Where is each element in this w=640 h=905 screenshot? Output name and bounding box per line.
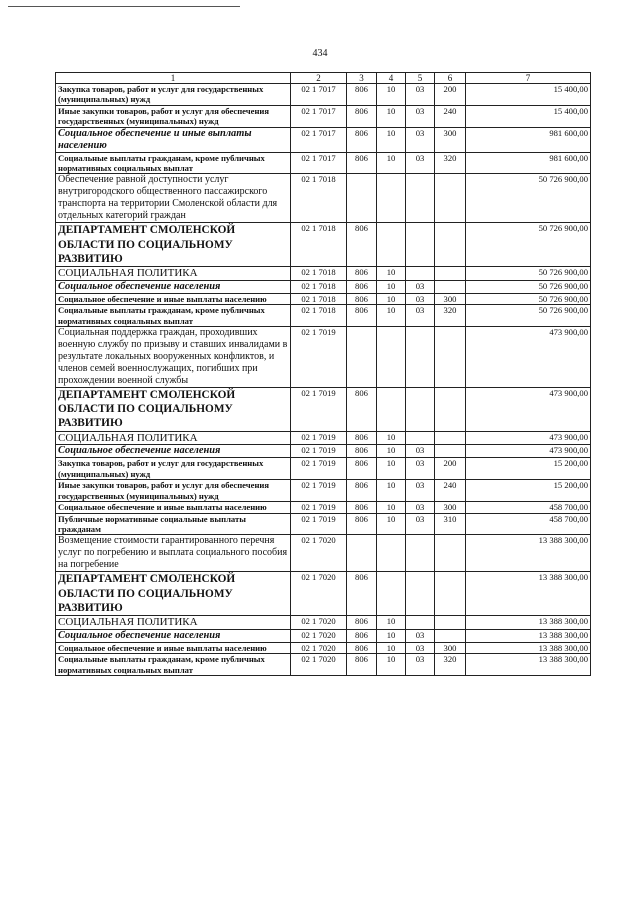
row-name-cell: СОЦИАЛЬНАЯ ПОЛИТИКА [56,615,291,629]
row-amount-cell: 473 900,00 [466,431,591,445]
row-section-cell: 10 [377,513,406,535]
row-expense-type-cell [435,431,466,445]
row-name-cell: Обеспечение равной доступности услуг внутригородского общественного пассажирского транспорта на территории Смоленской области для отдельных категорий граждан [56,174,291,223]
row-subsection-cell [406,174,435,223]
header-cell: 1 [56,73,291,84]
row-ministry-cell [347,327,377,388]
row-expense-type-cell [435,327,466,388]
row-section-cell [377,327,406,388]
table-row [56,535,591,572]
row-expense-type-cell: 240 [435,105,466,127]
table-row [56,502,591,513]
row-section-cell [377,223,406,267]
row-name-cell: Возмещение стоимости гарантированного перечня услуг по погребению и выплата социального пособия на погребение [56,535,291,572]
row-section-cell: 10 [377,127,406,152]
row-subsection-cell: 03 [406,293,435,304]
row-name-cell: Социальные выплаты гражданам, кроме публичных нормативных социальных выплат [56,305,291,327]
row-name-cell: Закупка товаров, работ и услуг для государственных (муниципальных) нужд [56,84,291,106]
row-expense-type-cell [435,267,466,281]
row-section-cell: 10 [377,458,406,480]
row-expense-type-cell [435,615,466,629]
row-expense-type-cell [435,629,466,642]
row-name-cell: Социальные выплаты гражданам, кроме публичных нормативных социальных выплат [56,152,291,174]
row-expense-type-cell: 300 [435,502,466,513]
row-ministry-cell: 806 [347,445,377,458]
row-ministry-cell: 806 [347,480,377,502]
table-row [56,445,591,458]
row-expense-type-cell [435,280,466,293]
row-name-cell: Публичные нормативные социальные выплаты гражданам [56,513,291,535]
row-amount-cell: 473 900,00 [466,445,591,458]
row-ministry-cell: 806 [347,572,377,616]
table-row [56,513,591,535]
row-amount-cell: 458 700,00 [466,502,591,513]
row-expense-type-cell: 300 [435,127,466,152]
row-section-cell: 10 [377,654,406,676]
row-name-cell: ДЕПАРТАМЕНТ СМОЛЕНСКОЙ ОБЛАСТИ ПО СОЦИАЛЬНОМУ РАЗВИТИЮ [56,223,291,267]
row-name-cell: Социальное обеспечение и иные выплаты населению [56,293,291,304]
row-subsection-cell: 03 [406,642,435,653]
row-amount-cell: 50 726 900,00 [466,174,591,223]
row-name-cell: ДЕПАРТАМЕНТ СМОЛЕНСКОЙ ОБЛАСТИ ПО СОЦИАЛЬНОМУ РАЗВИТИЮ [56,572,291,616]
row-section-cell [377,174,406,223]
row-subsection-cell [406,223,435,267]
row-subsection-cell [406,267,435,281]
row-ministry-cell: 806 [347,502,377,513]
row-amount-cell: 15 200,00 [466,480,591,502]
row-amount-cell: 13 388 300,00 [466,654,591,676]
row-expense-type-cell: 300 [435,293,466,304]
row-amount-cell: 50 726 900,00 [466,305,591,327]
table-row [56,388,591,432]
table-row [56,642,591,653]
table-row [56,152,591,174]
row-code-cell: 02 1 7020 [291,629,347,642]
row-expense-type-cell: 320 [435,152,466,174]
row-ministry-cell: 806 [347,654,377,676]
table-row [56,174,591,223]
header-cell: 4 [377,73,406,84]
row-code-cell: 02 1 7017 [291,127,347,152]
table-row [56,629,591,642]
row-expense-type-cell [435,223,466,267]
row-subsection-cell: 03 [406,280,435,293]
table-row [56,480,591,502]
row-expense-type-cell [435,174,466,223]
row-subsection-cell [406,615,435,629]
row-subsection-cell: 03 [406,480,435,502]
row-section-cell [377,388,406,432]
row-amount-cell: 473 900,00 [466,388,591,432]
row-ministry-cell: 806 [347,84,377,106]
row-name-cell: Иные закупки товаров, работ и услуг для обеспечения государственных (муниципальных) нужд [56,480,291,502]
row-section-cell: 10 [377,431,406,445]
row-name-cell: Закупка товаров, работ и услуг для государственных (муниципальных) нужд [56,458,291,480]
row-ministry-cell [347,174,377,223]
row-expense-type-cell [435,445,466,458]
row-expense-type-cell: 240 [435,480,466,502]
row-code-cell: 02 1 7019 [291,513,347,535]
row-amount-cell: 13 388 300,00 [466,642,591,653]
row-subsection-cell: 03 [406,152,435,174]
row-expense-type-cell: 200 [435,84,466,106]
row-amount-cell: 458 700,00 [466,513,591,535]
row-expense-type-cell [435,535,466,572]
row-ministry-cell: 806 [347,305,377,327]
row-section-cell [377,535,406,572]
row-code-cell: 02 1 7017 [291,84,347,106]
budget-table [55,72,591,676]
row-name-cell: СОЦИАЛЬНАЯ ПОЛИТИКА [56,267,291,281]
row-ministry-cell: 806 [347,513,377,535]
row-amount-cell: 50 726 900,00 [466,223,591,267]
table-row [56,327,591,388]
header-cell: 2 [291,73,347,84]
row-code-cell: 02 1 7017 [291,152,347,174]
table-row [56,431,591,445]
table-row [56,305,591,327]
row-code-cell: 02 1 7017 [291,105,347,127]
row-expense-type-cell: 300 [435,642,466,653]
row-code-cell: 02 1 7019 [291,502,347,513]
row-name-cell: Социальное обеспечение и иные выплаты населению [56,642,291,653]
row-ministry-cell: 806 [347,267,377,281]
row-ministry-cell: 806 [347,388,377,432]
row-name-cell: Социальное обеспечение населения [56,445,291,458]
table-row [56,572,591,616]
table-row [56,105,591,127]
table-row [56,127,591,152]
row-subsection-cell: 03 [406,445,435,458]
row-section-cell: 10 [377,280,406,293]
header-cell: 7 [466,73,591,84]
scan-top-line [8,6,240,7]
row-subsection-cell: 03 [406,502,435,513]
row-ministry-cell: 806 [347,105,377,127]
header-row [56,73,591,84]
row-subsection-cell [406,431,435,445]
row-ministry-cell: 806 [347,152,377,174]
row-ministry-cell: 806 [347,223,377,267]
row-amount-cell: 13 388 300,00 [466,629,591,642]
row-section-cell: 10 [377,293,406,304]
row-section-cell: 10 [377,84,406,106]
row-expense-type-cell: 320 [435,654,466,676]
row-subsection-cell [406,327,435,388]
row-amount-cell: 473 900,00 [466,327,591,388]
page-number: 434 [312,48,328,59]
table-row [56,293,591,304]
row-name-cell: Социальное обеспечение и иные выплаты населению [56,127,291,152]
row-subsection-cell: 03 [406,629,435,642]
row-code-cell: 02 1 7018 [291,174,347,223]
row-name-cell: Иные закупки товаров, работ и услуг для обеспечения государственных (муниципальных) нужд [56,105,291,127]
row-subsection-cell: 03 [406,84,435,106]
row-amount-cell: 981 600,00 [466,152,591,174]
row-ministry-cell: 806 [347,293,377,304]
row-subsection-cell [406,388,435,432]
row-code-cell: 02 1 7019 [291,445,347,458]
row-amount-cell: 15 400,00 [466,105,591,127]
row-code-cell: 02 1 7018 [291,305,347,327]
row-code-cell: 02 1 7018 [291,280,347,293]
row-name-cell: Социальная поддержка граждан, проходивших военную службу по призыву и ставших инвалидами в результате локальных вооруженных конфликтов, и членов семей военнослужащих, погибших при прохождении военной службы [56,327,291,388]
row-subsection-cell [406,535,435,572]
row-code-cell: 02 1 7020 [291,615,347,629]
table-row [56,267,591,281]
row-code-cell: 02 1 7020 [291,654,347,676]
row-subsection-cell: 03 [406,654,435,676]
row-amount-cell: 13 388 300,00 [466,572,591,616]
row-ministry-cell: 806 [347,127,377,152]
row-subsection-cell: 03 [406,458,435,480]
row-amount-cell: 981 600,00 [466,127,591,152]
row-section-cell: 10 [377,445,406,458]
row-code-cell: 02 1 7019 [291,431,347,445]
header-cell: 3 [347,73,377,84]
row-expense-type-cell: 310 [435,513,466,535]
row-code-cell: 02 1 7018 [291,267,347,281]
table-row [56,280,591,293]
row-amount-cell: 15 400,00 [466,84,591,106]
row-amount-cell: 50 726 900,00 [466,280,591,293]
table-row [56,458,591,480]
row-code-cell: 02 1 7018 [291,293,347,304]
row-ministry-cell [347,535,377,572]
table-row [56,84,591,106]
row-expense-type-cell: 200 [435,458,466,480]
row-section-cell: 10 [377,480,406,502]
row-amount-cell: 50 726 900,00 [466,267,591,281]
row-name-cell: Социальное обеспечение и иные выплаты населению [56,502,291,513]
row-code-cell: 02 1 7019 [291,458,347,480]
row-code-cell: 02 1 7020 [291,572,347,616]
row-expense-type-cell: 320 [435,305,466,327]
row-ministry-cell: 806 [347,431,377,445]
row-section-cell: 10 [377,615,406,629]
row-code-cell: 02 1 7019 [291,480,347,502]
row-code-cell: 02 1 7019 [291,327,347,388]
row-ministry-cell: 806 [347,615,377,629]
row-amount-cell: 15 200,00 [466,458,591,480]
row-subsection-cell: 03 [406,127,435,152]
table-row [56,223,591,267]
row-code-cell: 02 1 7020 [291,642,347,653]
row-section-cell: 10 [377,105,406,127]
row-section-cell [377,572,406,616]
row-ministry-cell: 806 [347,458,377,480]
header-cell: 6 [435,73,466,84]
row-section-cell: 10 [377,642,406,653]
row-name-cell: ДЕПАРТАМЕНТ СМОЛЕНСКОЙ ОБЛАСТИ ПО СОЦИАЛЬНОМУ РАЗВИТИЮ [56,388,291,432]
row-subsection-cell: 03 [406,105,435,127]
row-ministry-cell: 806 [347,280,377,293]
row-section-cell: 10 [377,152,406,174]
row-code-cell: 02 1 7019 [291,388,347,432]
row-amount-cell: 13 388 300,00 [466,615,591,629]
row-name-cell: СОЦИАЛЬНАЯ ПОЛИТИКА [56,431,291,445]
row-code-cell: 02 1 7020 [291,535,347,572]
table-row [56,654,591,676]
row-name-cell: Социальные выплаты гражданам, кроме публичных нормативных социальных выплат [56,654,291,676]
table-row [56,615,591,629]
row-section-cell: 10 [377,629,406,642]
row-amount-cell: 50 726 900,00 [466,293,591,304]
row-section-cell: 10 [377,502,406,513]
row-name-cell: Социальное обеспечение населения [56,280,291,293]
row-section-cell: 10 [377,305,406,327]
row-ministry-cell: 806 [347,629,377,642]
row-subsection-cell: 03 [406,305,435,327]
row-subsection-cell [406,572,435,616]
row-code-cell: 02 1 7018 [291,223,347,267]
row-subsection-cell: 03 [406,513,435,535]
header-cell: 5 [406,73,435,84]
row-name-cell: Социальное обеспечение населения [56,629,291,642]
row-ministry-cell: 806 [347,642,377,653]
row-expense-type-cell [435,388,466,432]
row-section-cell: 10 [377,267,406,281]
row-expense-type-cell [435,572,466,616]
row-amount-cell: 13 388 300,00 [466,535,591,572]
